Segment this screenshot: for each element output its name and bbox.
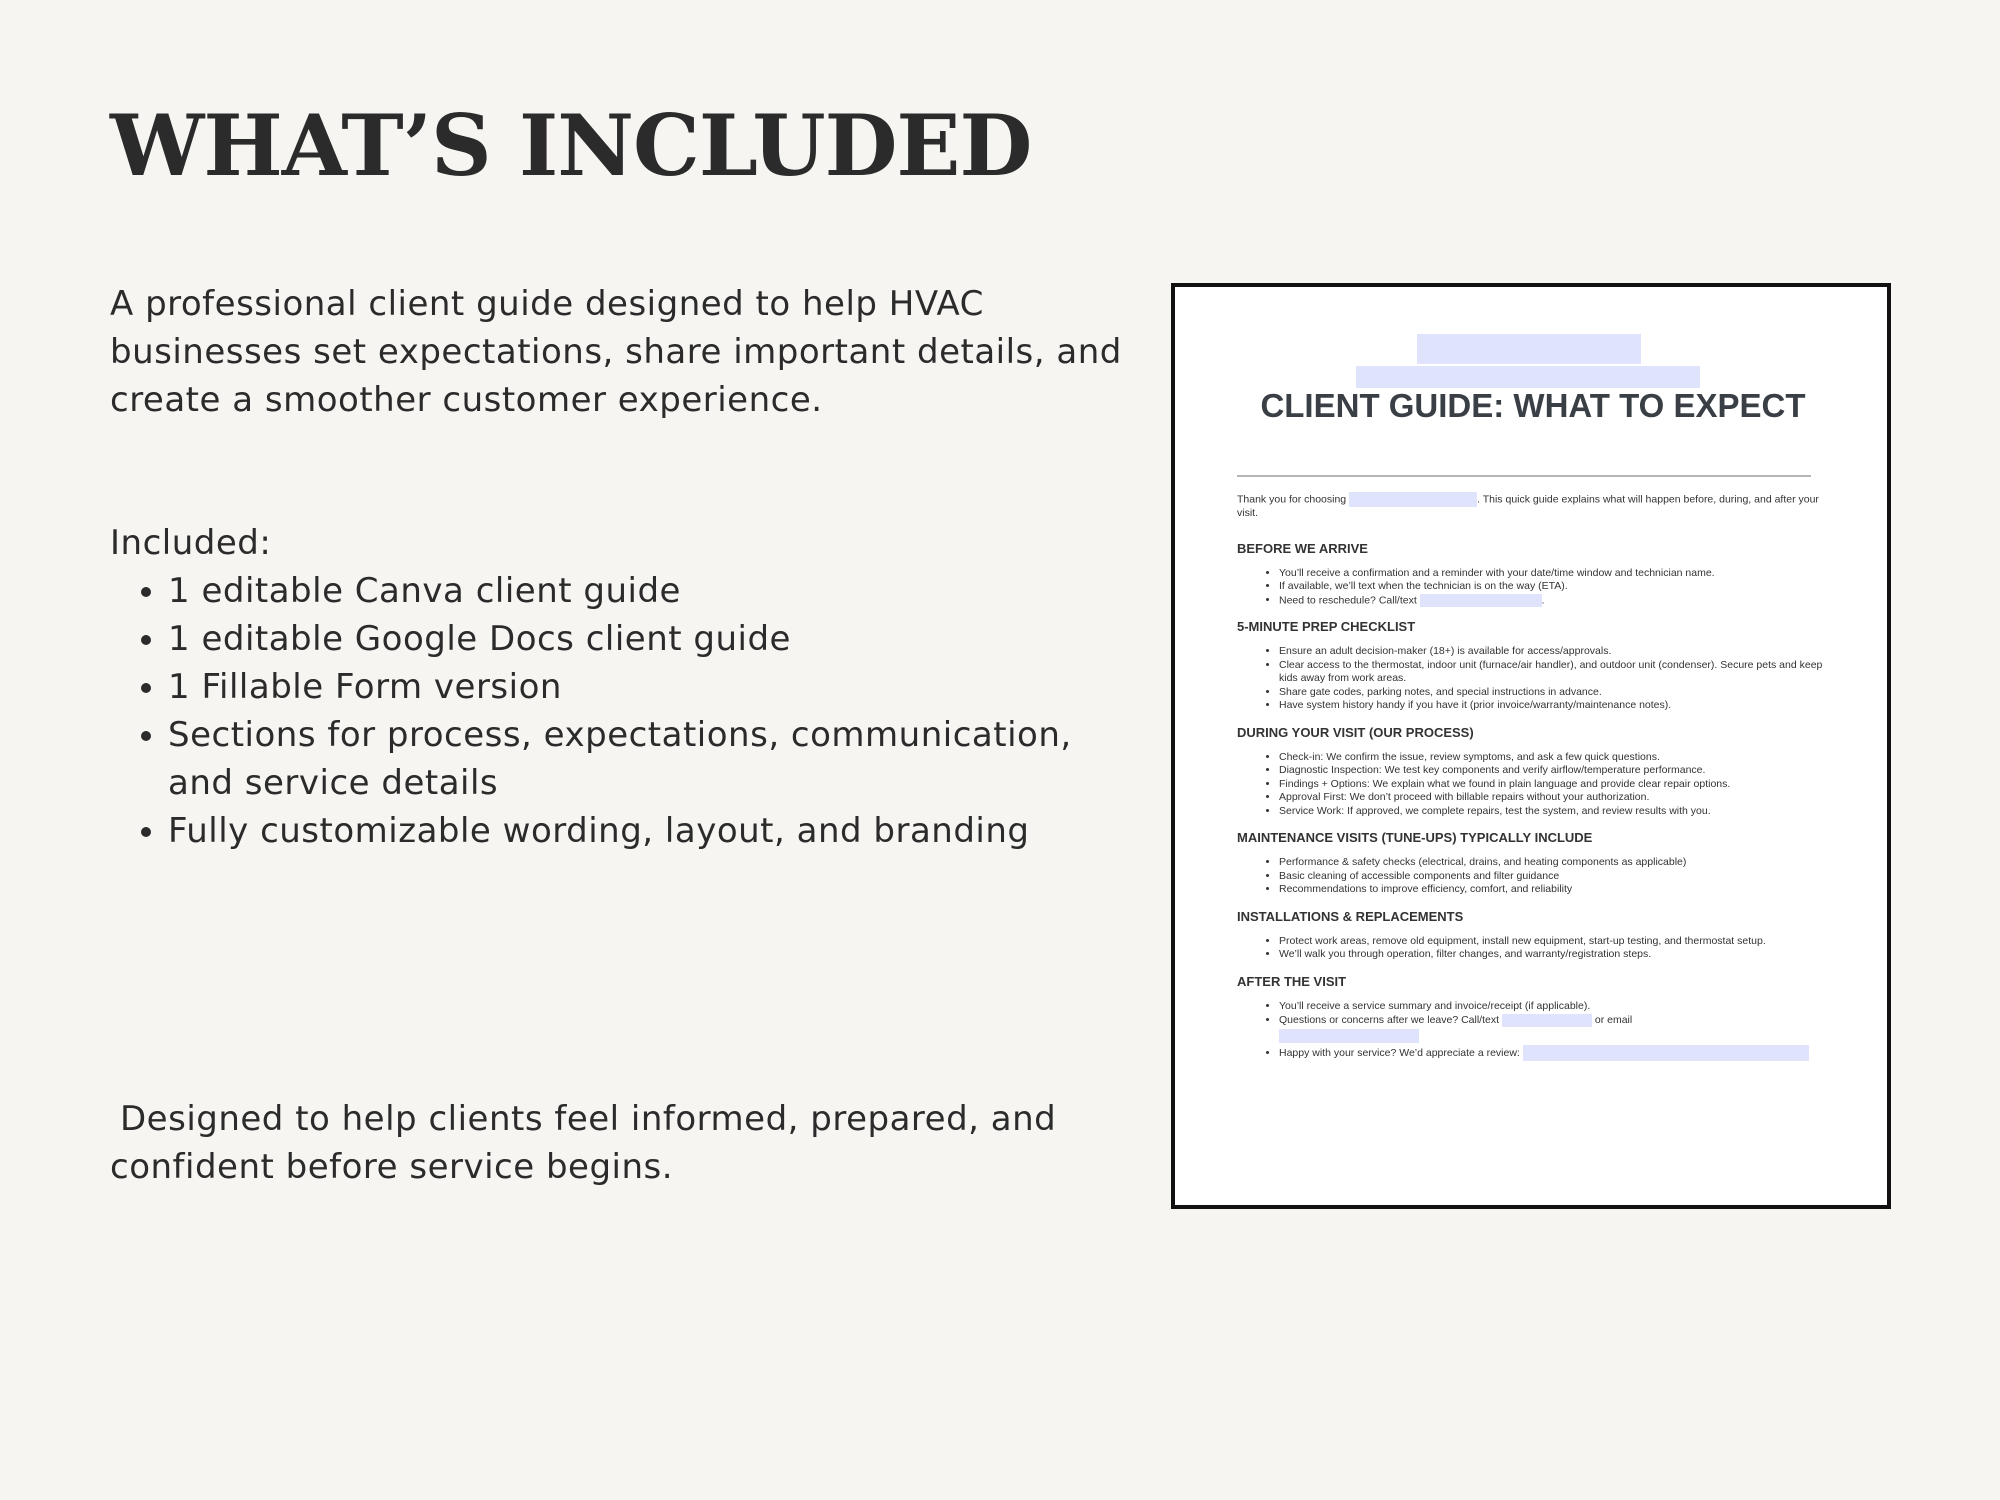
list-item-text: Happy with your service? We’d appreciate a review: — [1279, 1047, 1520, 1060]
included-item: • Sections for process, expectations, communication, and service details — [168, 711, 1120, 807]
review-link-field[interactable] — [1523, 1045, 1809, 1061]
intro-paragraph: A professional client guide designed to help HVAC businesses set expectations, share important details, and create a smoother customer experience. — [110, 284, 1122, 420]
title-divider — [1237, 475, 1811, 477]
document-preview — [1171, 283, 1891, 1209]
list-item-text: Need to reschedule? Call/text — [1279, 593, 1417, 606]
list-item: • You’ll receive a service summary and invoice/receipt (if applicable). — [1279, 1000, 1837, 1014]
included-item: • 1 Fillable Form version — [168, 663, 1120, 711]
included-list — [110, 567, 1120, 855]
list-item: • Approval First: We don’t proceed with billable repairs without your authorization. — [1279, 791, 1837, 805]
list-item — [1279, 1013, 1837, 1043]
list-item: • Recommendations to improve efficiency, comfort, and reliability — [1279, 883, 1837, 897]
list-item: • You’ll receive a confirmation and a reminder with your date/time window and technician name. — [1279, 567, 1837, 581]
included-item: • 1 editable Google Docs client guide — [168, 615, 1120, 663]
section-heading: 5-MINUTE PREP CHECKLIST — [1237, 619, 1416, 635]
intro-text-after: . This quick guide explains what will happen before, during, and after your visit. — [1237, 493, 1819, 519]
phone-field[interactable] — [1420, 594, 1542, 607]
document-intro — [1237, 492, 1837, 521]
list-item-text: or email — [1594, 1014, 1633, 1027]
list-item-text: . — [1541, 593, 1545, 606]
section-list — [1237, 645, 1837, 713]
document-title: CLIENT GUIDE: WHAT TO EXPECT — [1260, 387, 1806, 424]
list-item — [1279, 594, 1837, 608]
list-item: • Protect work areas, remove old equipment, install new equipment, start-up testing, and thermostat setup. — [1279, 935, 1837, 949]
list-item: • Basic cleaning of accessible components and filter guidance — [1279, 870, 1837, 884]
section-heading: MAINTENANCE VISITS (TUNE-UPS) TYPICALLY INCLUDE — [1237, 830, 1593, 846]
page-title: WHAT’S INCLUDED — [110, 96, 1032, 195]
intro-text-before: Thank you for choosing — [1237, 493, 1347, 506]
included-item: • 1 editable Canva client guide — [168, 567, 1120, 615]
list-item: • We’ll walk you through operation, filter changes, and warranty/registration steps. — [1279, 948, 1837, 962]
section-heading: INSTALLATIONS & REPLACEMENTS — [1237, 908, 1464, 924]
email-field[interactable] — [1279, 1029, 1419, 1043]
list-item-text: Questions or concerns after we leave? Call/text — [1279, 1014, 1500, 1027]
list-item: • Ensure an adult decision-maker (18+) is available for access/approvals. — [1279, 645, 1837, 659]
company-name-placeholder — [1356, 366, 1700, 388]
list-item: • If available, we’ll text when the technician is on the way (ETA). — [1279, 580, 1837, 594]
section-list — [1237, 935, 1837, 962]
section-heading: AFTER THE VISIT — [1237, 973, 1347, 989]
list-item: • Clear access to the thermostat, indoor unit (furnace/air handler), and outdoor unit (condenser). Secure pets and keep kids away from work areas. — [1279, 659, 1837, 686]
phone-field[interactable] — [1502, 1014, 1592, 1027]
section-list — [1237, 1000, 1837, 1062]
list-item: • Have system history handy if you have it (prior invoice/warranty/maintenance notes). — [1279, 699, 1837, 713]
list-item: • Check-in: We confirm the issue, review symptoms, and ask a few quick questions. — [1279, 751, 1837, 765]
business-name-field[interactable] — [1349, 492, 1477, 507]
document-body — [1237, 492, 1837, 1073]
logo-placeholder — [1417, 334, 1641, 364]
included-item: • Fully customizable wording, layout, and branding — [168, 807, 1120, 855]
list-item: • Share gate codes, parking notes, and special instructions in advance. — [1279, 686, 1837, 700]
section-heading: DURING YOUR VISIT (OUR PROCESS) — [1237, 724, 1474, 740]
section-heading: BEFORE WE ARRIVE — [1237, 540, 1368, 556]
list-item: • Service Work: If approved, we complete repairs, test the system, and review results with you. — [1279, 805, 1837, 819]
included-heading: Included: — [110, 523, 272, 563]
list-item — [1279, 1045, 1837, 1061]
list-item: • Diagnostic Inspection: We test key components and verify airflow/temperature performance. — [1279, 764, 1837, 778]
list-item: • Findings + Options: We explain what we found in plain language and provide clear repair options. — [1279, 778, 1837, 792]
list-item: • Performance & safety checks (electrical, drains, and heating components as applicable) — [1279, 856, 1837, 870]
section-list — [1237, 856, 1837, 897]
closing-paragraph: Designed to help clients feel informed, prepared, and confident before service begins. — [110, 1099, 1057, 1187]
section-list — [1237, 567, 1837, 608]
section-list — [1237, 751, 1837, 819]
